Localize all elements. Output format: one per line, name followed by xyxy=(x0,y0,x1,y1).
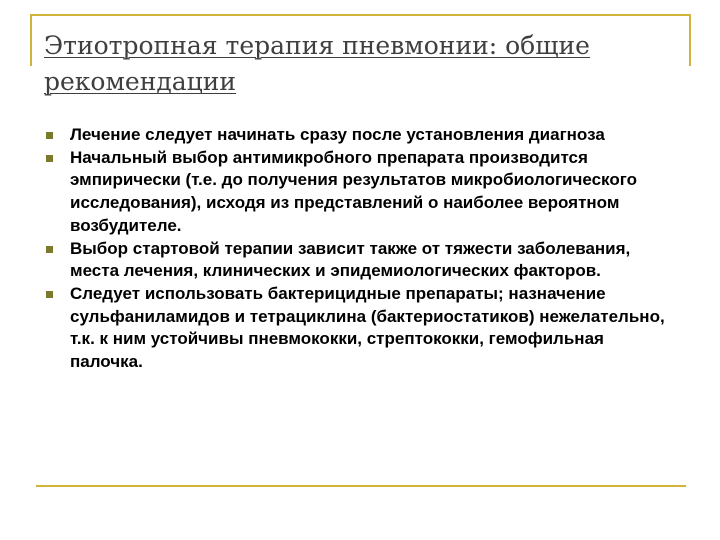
square-bullet-icon xyxy=(46,291,53,298)
list-item xyxy=(44,283,674,374)
frame-right-line xyxy=(689,14,691,66)
list-item-text: Начальный выбор антимикробного препарата производится эмпирически (т.е. до получения результатов микробиологического исследования), исходя из представлений о наиболее вероятном возбудителе. xyxy=(70,147,637,235)
list-item-text: Лечение следует начинать сразу после установления диагноза xyxy=(70,125,605,144)
square-bullet-icon xyxy=(46,132,53,139)
list-item xyxy=(44,147,674,238)
list-item xyxy=(44,238,674,283)
list-item xyxy=(44,124,674,147)
bullet-list xyxy=(44,124,674,374)
slide-title: Этиотропная терапия пневмонии: общие рекомендации xyxy=(44,31,590,96)
bottom-divider xyxy=(36,485,686,487)
frame-left-line xyxy=(30,14,32,66)
square-bullet-icon xyxy=(46,155,53,162)
list-item-text: Выбор стартовой терапии зависит также от тяжести заболевания, места лечения, клинических и эпидемиологических факторов. xyxy=(70,238,631,281)
list-item-text: Следует использовать бактерицидные препараты; назначение сульфаниламидов и тетрациклина (бактериостатиков) нежелательно, т.к. к ним устойчивы пневмококки, стрептококки, гемофильная палочка. xyxy=(70,283,665,372)
frame-top-line xyxy=(30,14,691,16)
square-bullet-icon xyxy=(46,246,53,253)
